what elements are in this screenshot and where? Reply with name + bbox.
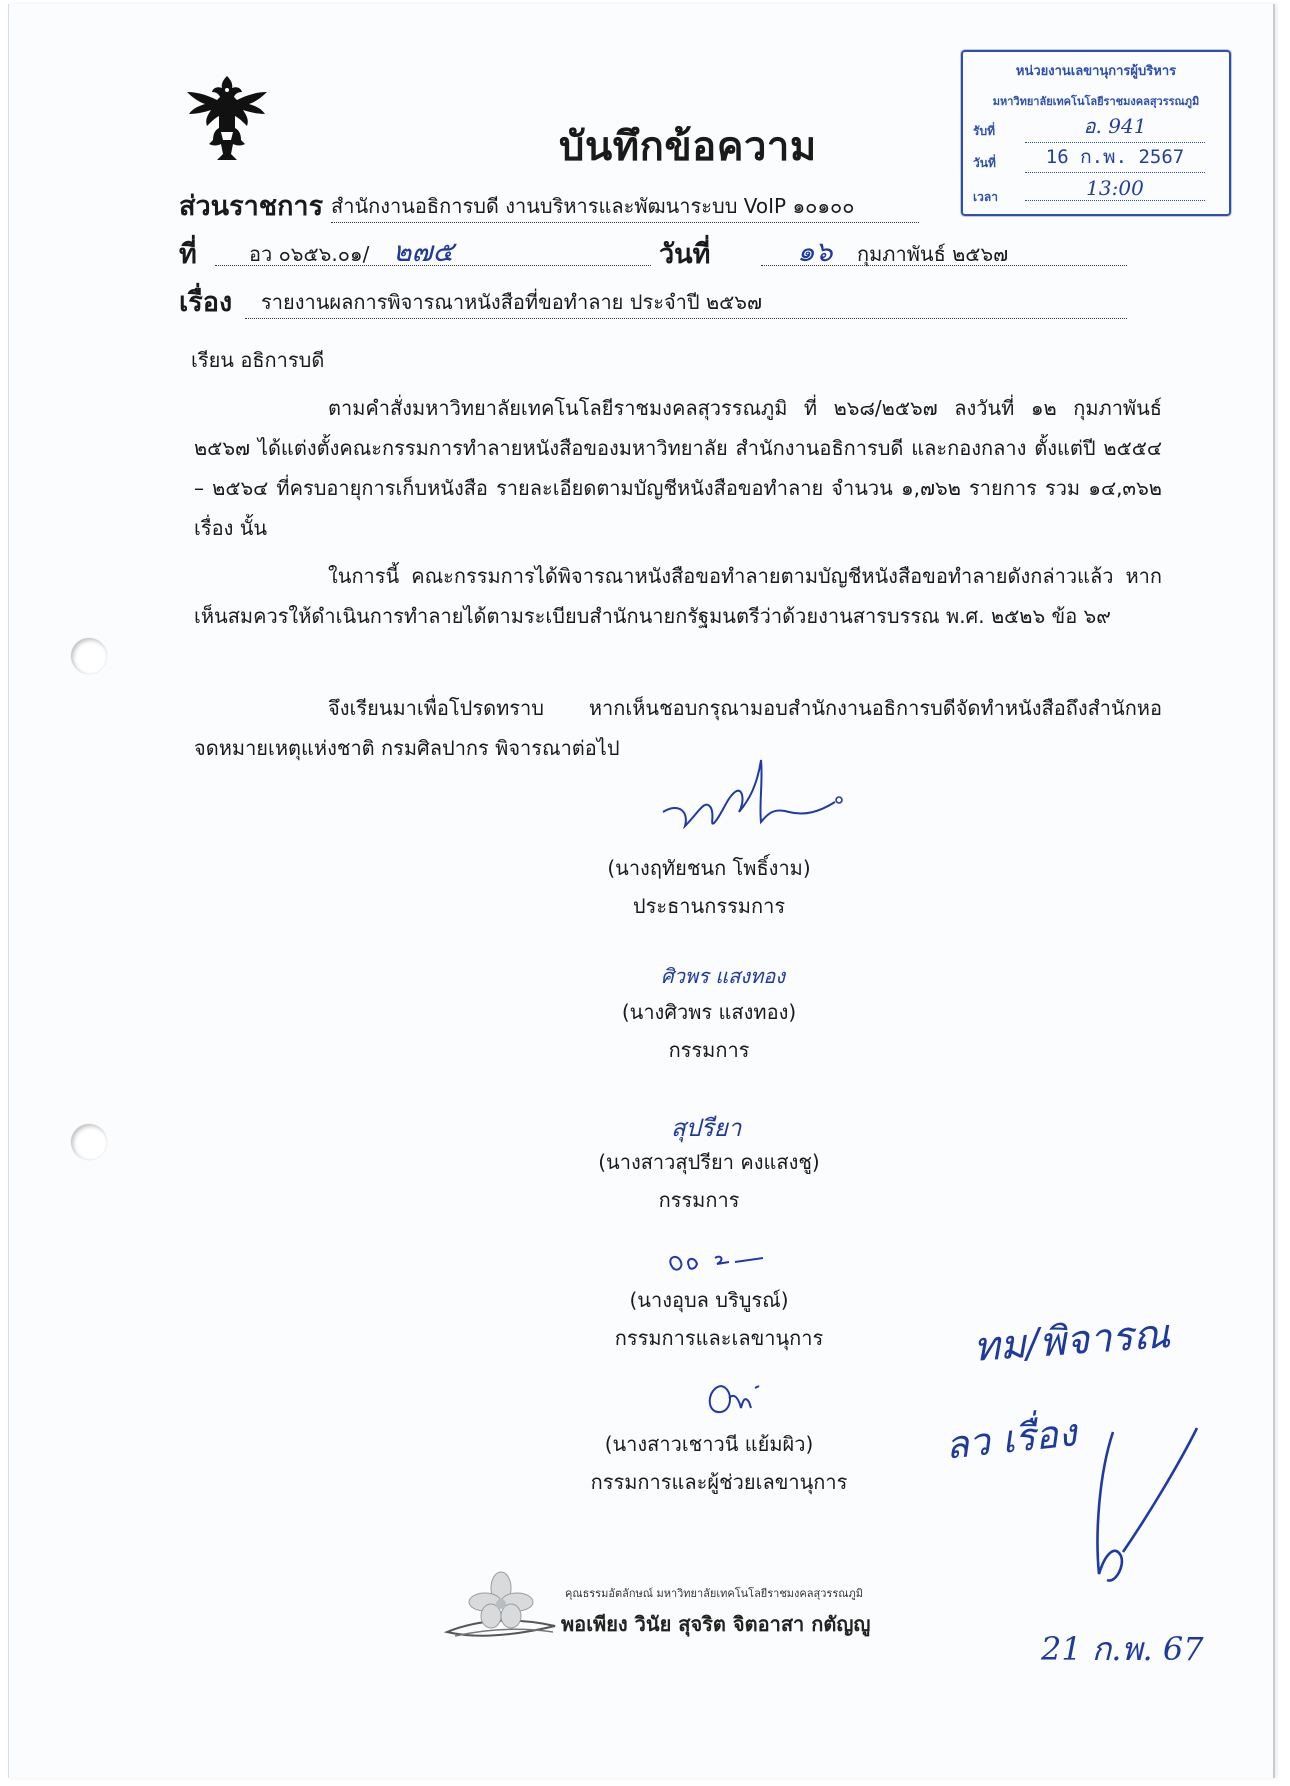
signatory-5-position: กรรมการและผู้ช่วยเลขานุการ (590, 1470, 848, 1494)
annotation-note-1: ทม/พิจารณ (971, 1311, 1172, 1371)
signature-assistant-secretary (699, 1374, 769, 1424)
punch-hole (71, 638, 107, 674)
footer-motto: พอเพียง วินัย สุจริต จิตอาสา กตัญญู (561, 1612, 871, 1636)
signatory-3-position: กรรมการ (658, 1188, 740, 1212)
signatory-2-position: กรรมการ (668, 1038, 750, 1062)
date-line (761, 235, 1127, 268)
stamp-time-value: 13:00 (1025, 176, 1205, 201)
receiving-stamp (961, 50, 1231, 216)
body-paragraph-1: ตามคำสั่งมหาวิทยาลัยเทคโนโลยีราชมงคลสุวรรณภูมิ ที่ ๒๖๘/๒๕๖๗ ลงวันที่ ๑๒ กุมภาพันธ์ ๒๕๖๗ ได้แต่งตั้งคณะกรรมการทำลายหนังสือของมหาวิทยาลัย สำนักงานอธิการบดี และกองกลาง ตั้งแต่ปี ๒๕๕๔ – ๒๕๖๔ ที่ครบอายุการเก็บหนังสือ รายละเอียดตามบัญชีหนังสือขอทำลาย จำนวน ๑,๗๖๒ รายการ รวม ๑๔,๓๖๒ เรื่อง นั้น (194, 396, 1162, 540)
signatory-3-signature: สุปรียา (671, 1114, 742, 1142)
memo-page (8, 4, 1275, 1778)
signatory-5-name: (นางสาวเชาวนี แย้มผิว) (604, 1432, 814, 1456)
signatory-4-name: (นางอุบล บริบูรณ์) (629, 1288, 789, 1312)
number-line (215, 235, 651, 268)
punch-hole (71, 1124, 107, 1160)
signatory-2-name: (นางศิวพร แสงทอง) (621, 1000, 797, 1024)
stamp-date-value: 16 ก.พ. 2567 (1025, 142, 1205, 173)
memo-title: บันทึกข้อความ (559, 124, 817, 170)
agency-label: ส่วนราชการ (179, 191, 324, 222)
date-handwritten: ๑๖ (797, 235, 833, 268)
number-label: ที่ (179, 239, 197, 270)
stamp-date-label: วันที่ (973, 156, 996, 170)
stamp-unit: หน่วยงานเลขานุการผู้บริหาร (1015, 64, 1177, 79)
signatory-1-name: (นางฤทัยชนก โพธิ์งาม) (607, 856, 811, 880)
subject-value: รายงานผลการพิจารณาหนังสือที่ขอทำลาย ประจำปี ๒๕๖๗ (245, 286, 1127, 319)
body-paragraph-3: จึงเรียนมาเพื่อโปรดทราบ หากเห็นชอบกรุณามอบสำนักงานอธิการบดีจัดทำหนังสือถึงสำนักหอจดหมายเหตุแห่งชาติ กรมศิลปากร พิจารณาต่อไป (194, 696, 1162, 760)
date-value: กุมภาพันธ์ ๒๕๖๗ (857, 242, 1009, 266)
signatory-3-name: (นางสาวสุปรียา คงแสงชู) (598, 1150, 820, 1174)
footer-tagline: คุณธรรมอัตลักษณ์ มหาวิทยาลัยเทคโนโลยีราชมงคลสุวรรณภูมิ (565, 1587, 863, 1600)
number-value: อว ๐๖๕๖.๐๑/ (249, 242, 370, 266)
stamp-university: มหาวิทยาลัยเทคโนโลยีราชมงคลสุวรรณภูมิ (992, 95, 1200, 108)
salutation: เรียน อธิการบดี (191, 348, 325, 372)
date-label: วันที่ (659, 239, 711, 270)
signatory-2-signature: ศิวพร แสงทอง (661, 964, 786, 988)
annotation-signature (1079, 1424, 1209, 1594)
stamp-received-value: อ. 941 (1025, 110, 1205, 143)
signature-chairperson (649, 742, 849, 852)
signatory-1-position: ประธานกรรมการ (632, 894, 786, 918)
signature-secretary (659, 1246, 769, 1280)
signatory-4-position: กรรมการและเลขานุการ (614, 1326, 824, 1350)
number-handwritten: ๒๗๕ (393, 235, 454, 268)
stamp-received-label: รับที่ (973, 124, 995, 138)
body-paragraph-2: ในการนี้ คณะกรรมการได้พิจารณาหนังสือขอทำลายตามบัญชีหนังสือขอทำลายดังกล่าวแล้ว หากเห็นสมควรให้ดำเนินการทำลายได้ตามระเบียบสำนักนายกรัฐมนตรีว่าด้วยงานสารบรรณ พ.ศ. ๒๕๒๖ ข้อ ๖๙ (194, 564, 1162, 628)
flower-logo-icon (441, 1566, 561, 1646)
annotation-date: 21 ก.พ. 67 (1041, 1630, 1204, 1668)
subject-label: เรื่อง (179, 287, 233, 318)
agency-value: สำนักงานอธิการบดี งานบริหารและพัฒนาระบบ VoIP ๑๐๑๐๐ (331, 190, 919, 223)
garuda-emblem-icon (179, 70, 275, 166)
annotation-note-2: ลว เรื่อง (943, 1410, 1079, 1468)
stamp-time-label: เวลา (973, 190, 998, 204)
